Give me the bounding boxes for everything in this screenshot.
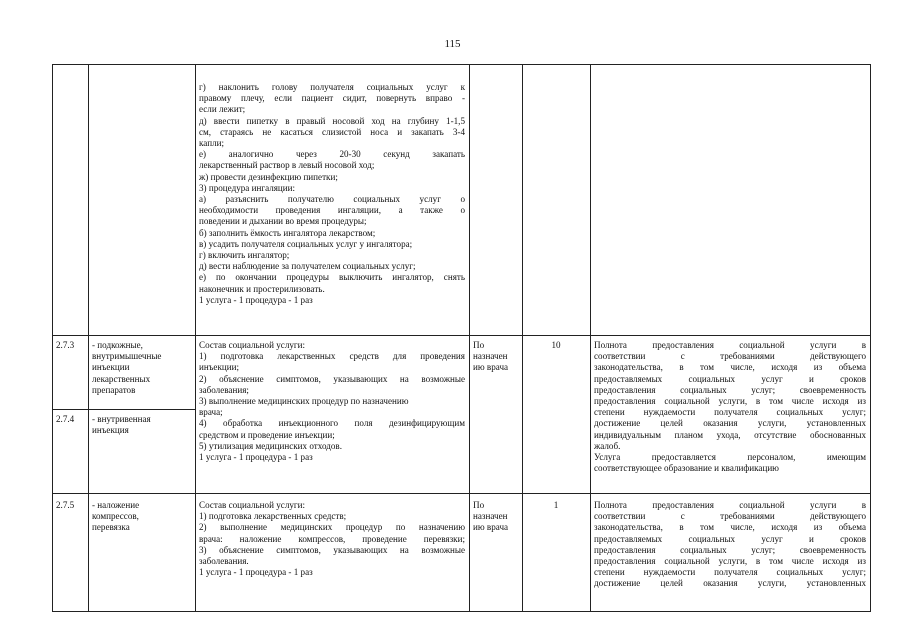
text-line: правому плечу, если пациент сидит, повернуть вправо - <box>199 93 465 104</box>
text-line: препаратов <box>92 384 136 395</box>
text-line: ию врача <box>473 522 509 533</box>
text-line: предоставляемых социальных услуг и сроков <box>594 533 866 544</box>
text-line: 1 услуга - 1 процедура - 1 раз <box>199 567 313 578</box>
text-line: предоставления социальной услуги, в том числе исходя из <box>594 396 866 407</box>
text-line: врача: наложение компрессов, проведение перевязки; <box>199 533 465 544</box>
text-line: инъекции <box>92 362 130 373</box>
text-line: предоставления социальной услуги, в том числе исходя из <box>594 556 866 567</box>
text-line: предоставления социальных услуг; своевременность <box>594 384 866 395</box>
service-content <box>199 500 465 578</box>
text-line: см, стараясь не касаться слизистой носа и закапать 3-4 <box>199 126 465 137</box>
text-line: 1 услуга - 1 процедура - 1 раз <box>199 452 313 463</box>
text-line: - подкожные, <box>92 340 143 350</box>
page-number: 115 <box>444 38 461 50</box>
text-line: степени нуждаемости получателя социальных услуг; <box>594 407 866 418</box>
text-line: 1 услуга - 1 процедура - 1 раз <box>199 294 313 305</box>
text-line: По <box>473 500 485 510</box>
service-name <box>92 500 192 534</box>
text-line: 3) выполнение медицинских процедур по назначению <box>199 396 409 407</box>
text-line: предоставляемых социальных услуг и сроков <box>594 373 866 384</box>
text-line: степени нуждаемости получателя социальных услуг; <box>594 567 866 578</box>
text-line: б) заполнить ёмкость ингалятора лекарством; <box>199 227 376 238</box>
text-line: необходимости проведения ингаляции, а также о <box>199 205 465 216</box>
text-line: Полнота предоставления социальной услуги в <box>594 340 866 350</box>
service-number: 10 <box>551 340 561 350</box>
text-line: индивидуальным планом ухода, отсутствие обоснованных <box>594 429 866 440</box>
text-line: жалоб. <box>594 440 621 451</box>
text-line: назначен <box>473 351 508 362</box>
text-line: компрессов, <box>92 511 139 522</box>
text-line: Состав социальной услуги: <box>199 500 306 510</box>
text-line: д) вести наблюдение за получателем социальных услуг; <box>199 261 416 272</box>
text-line: 1) подготовка лекарственных средств для проведения <box>199 351 465 362</box>
text-line: 1) подготовка лекарственных средств; <box>199 511 347 522</box>
service-period <box>473 500 520 534</box>
text-line: Услуга предоставляется персоналом, имеющим <box>594 452 866 463</box>
text-line: 3) объяснение симптомов, указывающих на возможные <box>199 544 465 555</box>
service-name <box>92 414 192 436</box>
text-line: инъекция <box>92 425 129 436</box>
text-line: 5) утилизация медицинских отходов. <box>199 440 342 451</box>
text-line: соответствии с требованиями действующего <box>594 511 866 522</box>
text-line: лекарственный раствор в левый носовой ход; <box>199 160 375 171</box>
text-line: соответствующее образование и квалификацию <box>594 463 779 474</box>
text-line: средством и проведение инъекции; <box>199 429 335 440</box>
text-line: 2) выполнение медицинских процедур по назначению <box>199 522 465 533</box>
text-line: ж) провести дезинфекцию пипетки; <box>199 171 338 182</box>
text-line: - внутривенная <box>92 414 151 424</box>
service-content <box>199 340 465 463</box>
service-code: 2.7.5 <box>56 500 75 510</box>
text-line: г) включить ингалятор; <box>199 250 290 261</box>
text-line: 2) объяснение симптомов, указывающих на возможные <box>199 373 465 384</box>
text-line: перевязка <box>92 522 130 533</box>
continued-instructions <box>199 82 465 306</box>
text-line: - наложение <box>92 500 140 510</box>
text-line: ию врача <box>473 362 509 373</box>
text-line: Состав социальной услуги: <box>199 340 306 350</box>
text-line: Полнота предоставления социальной услуги в <box>594 500 866 510</box>
text-line: в) усадить получателя социальных услуг у ингалятора; <box>199 238 413 249</box>
text-line: По <box>473 340 485 350</box>
text-line: г) наклонить голову получателя социальных услуг к <box>199 82 465 92</box>
service-code: 2.7.3 <box>56 340 75 350</box>
text-line: если лежит; <box>199 104 246 115</box>
service-number: 1 <box>553 500 559 510</box>
text-line: соответствии с требованиями действующего <box>594 351 866 362</box>
text-line: заболевания. <box>199 556 249 567</box>
text-line: законодательства, в том числе, исходя из объема <box>594 522 866 533</box>
text-line: внутримышечные <box>92 351 162 362</box>
text-line: достижение целей оказания услуги, установленных <box>594 578 866 589</box>
text-line: предоставления социальных услуг; своевременность <box>594 544 866 555</box>
text-line: а) разъяснить получателю социальных услуг о <box>199 194 465 205</box>
text-line: лекарственных <box>92 373 151 384</box>
text-line: назначен <box>473 511 508 522</box>
text-line: законодательства, в том числе, исходя из объема <box>594 362 866 373</box>
text-line: капли; <box>199 138 224 149</box>
text-line: е) по окончании процедуры выключить ингалятор, снять <box>199 272 465 283</box>
service-period <box>473 340 520 374</box>
services-table <box>52 64 871 612</box>
text-line: д) ввести пипетку в правый носовой ход на глубину 1-1,5 <box>199 115 465 126</box>
text-line: поведении и дыхании во время процедуры; <box>199 216 367 227</box>
text-line: достижение целей оказания услуги, установленных <box>594 418 866 429</box>
quality-criteria <box>594 500 866 590</box>
text-line: заболевания; <box>199 384 249 395</box>
text-line: наконечник и простерилизовать. <box>199 283 325 294</box>
quality-criteria <box>594 340 866 474</box>
text-line: 4) обработка инъекционного поля дезинфицирующим <box>199 418 465 429</box>
text-line: 3) процедура ингаляции: <box>199 182 296 193</box>
text-line: е) аналогично через 20-30 секунд закапать <box>199 149 465 160</box>
service-code: 2.7.4 <box>56 414 75 424</box>
text-line: инъекции; <box>199 362 240 373</box>
service-name <box>92 340 192 396</box>
text-line: врача; <box>199 407 223 418</box>
